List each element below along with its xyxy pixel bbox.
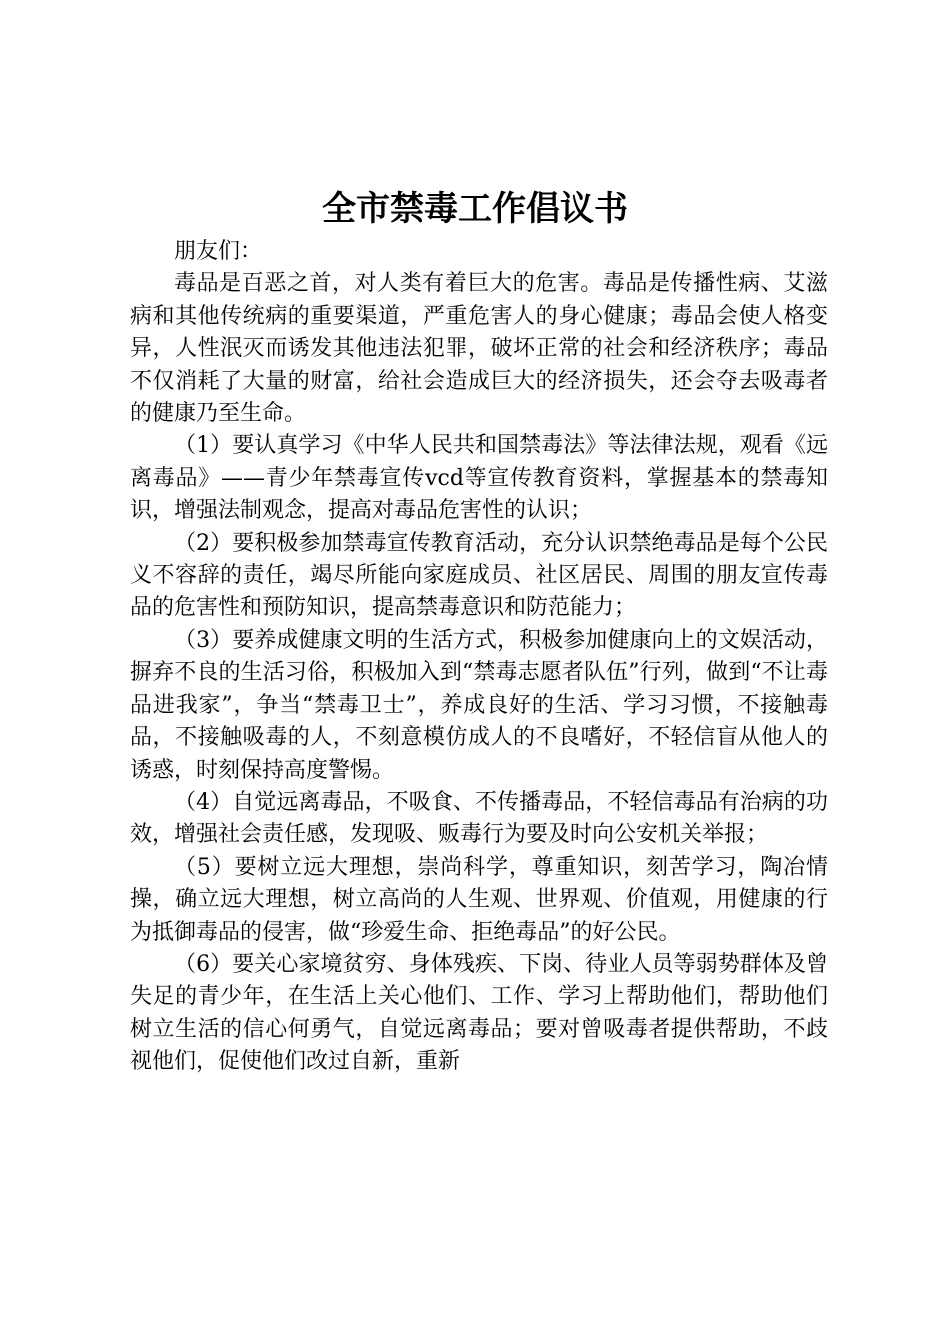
paragraph-item-3: （3）要养成健康文明的生活方式，积极参加健康向上的文娱活动，摒弃不良的生活习俗，积极加入到“禁毒志愿者队伍”行列，做到“不让毒品进我家”，争当“禁毒卫士”，养成良好的生活、学习习惯，不接触毒品，不接触吸毒的人，不刻意模仿成人的不良嗜好，不轻信盲从他人的诱惑，时刻保持高度警惕。	[130, 627, 828, 783]
paragraph-item-6: （6）要关心家境贫穷、身体残疾、下岗、待业人员等弱势群体及曾失足的青少年，在生活上关心他们、工作、学习上帮助他们，帮助他们树立生活的信心何勇气，自觉远离毒品；要对曾吸毒者提供帮助，不歧视他们，促使他们改过自新，重新	[130, 951, 828, 1075]
paragraph-intro: 毒品是百恶之首，对人类有着巨大的危害。毒品是传播性病、艾滋病和其他传统病的重要渠道，严重危害人的身心健康；毒品会使人格变异，人性泯灭而诱发其他违法犯罪，破坏正常的社会和经济秩序；毒品不仅消耗了大量的财富，给社会造成巨大的经济损失，还会夺去吸毒者的健康乃至生命。	[130, 271, 828, 427]
paragraph-item-2: （2）要积极参加禁毒宣传教育活动，充分认识禁绝毒品是每个公民义不容辞的责任，竭尽所能向家庭成员、社区居民、周围的朋友宣传毒品的危害性和预防知识，提高禁毒意识和防范能力；	[130, 530, 828, 621]
paragraph-item-4: （4）自觉远离毒品，不吸食、不传播毒品，不轻信毒品有治病的功效，增强社会责任感，发现吸、贩毒行为要及时向公安机关举报；	[130, 789, 828, 848]
paragraph-item-5: （5）要树立远大理想，崇尚科学，尊重知识，刻苦学习，陶冶情操，确立远大理想，树立高尚的人生观、世界观、价值观，用健康的行为抵御毒品的侵害，做“珍爱生命、拒绝毒品”的好公民。	[130, 854, 828, 945]
paragraph-item-1: （1）要认真学习《中华人民共和国禁毒法》等法律法规，观看《远离毒品》——青少年禁毒宣传vcd等宣传教育资料，掌握基本的禁毒知识，增强法制观念，提高对毒品危害性的认识；	[130, 433, 828, 524]
salutation: 朋友们：	[174, 239, 263, 264]
document-title: 全市禁毒工作倡议书	[322, 189, 628, 229]
document-body	[130, 236, 828, 1079]
